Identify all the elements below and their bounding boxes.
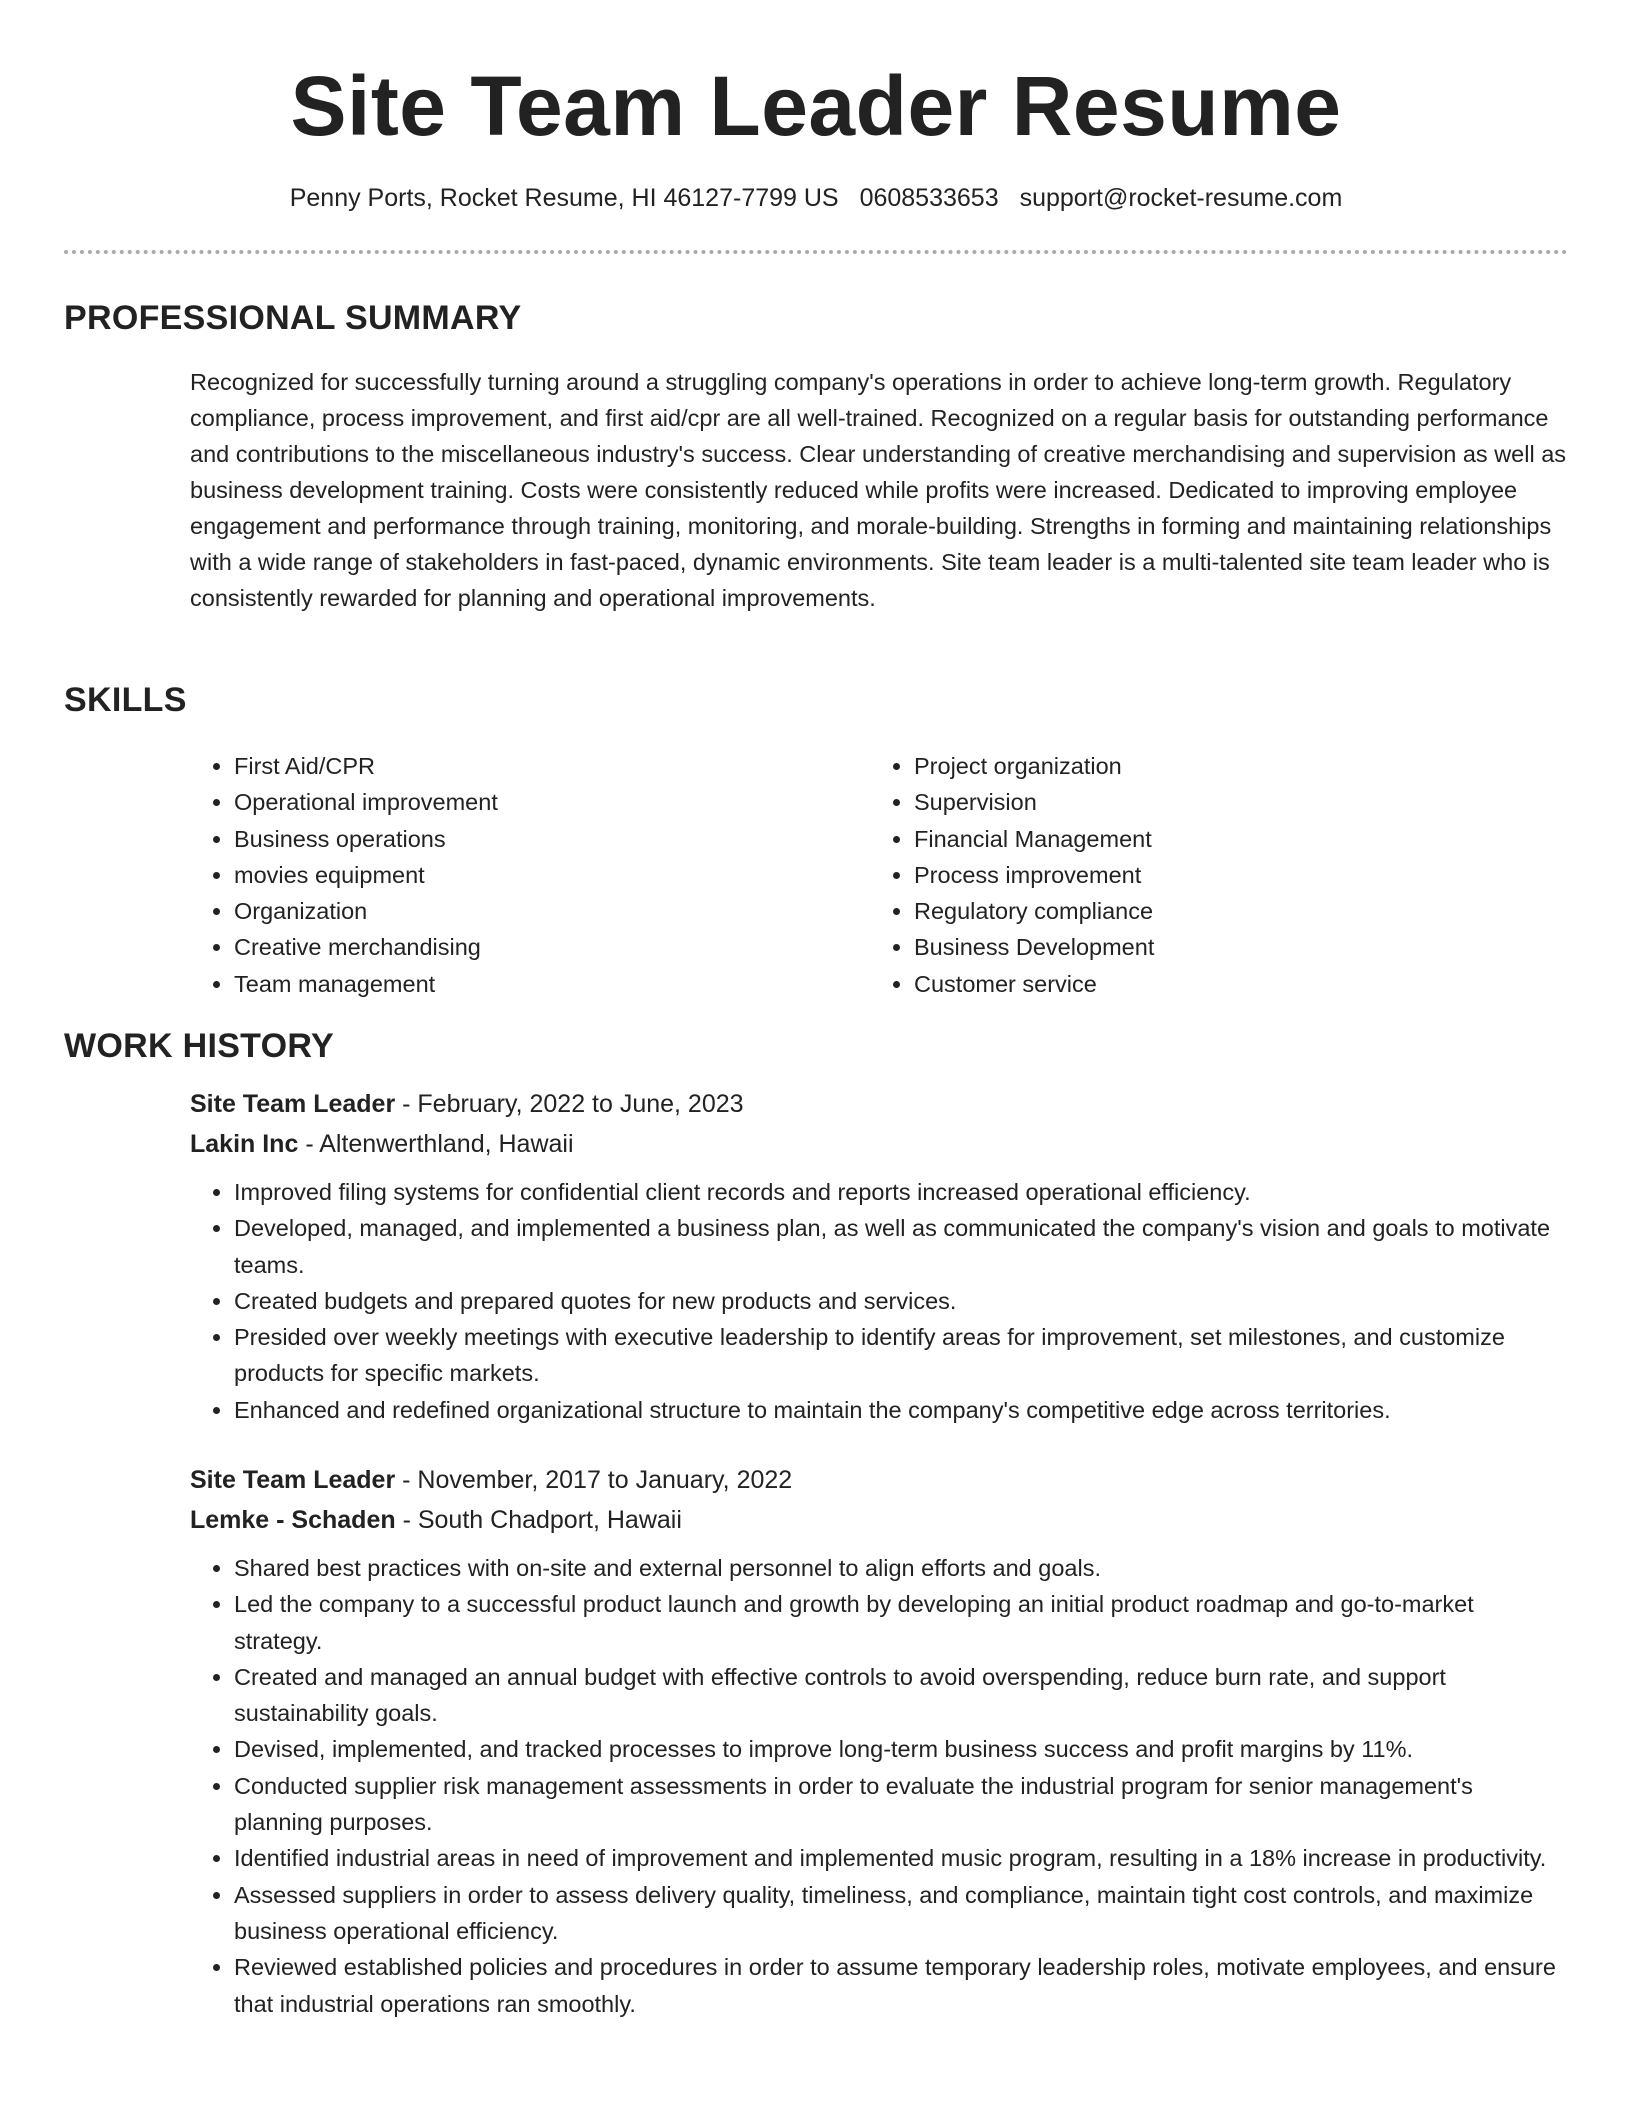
job-dates: - November, 2017 to January, 2022 (395, 1466, 793, 1494)
job-bullet: • Improved filing systems for confidential client records and reports increased operational efficiency. (234, 1174, 1568, 1210)
job-bullets (190, 1550, 1568, 2022)
skill-item: • Business Development (914, 929, 1550, 965)
job-bullet: • Developed, managed, and implemented a business plan, as well as communicated the company's vision and goals to motivate teams. (234, 1210, 1568, 1283)
skills-heading: SKILLS (64, 681, 187, 719)
skill-item: • Creative merchandising (234, 929, 870, 965)
skill-item: • First Aid/CPR (234, 748, 870, 784)
skill-item: • movies equipment (234, 857, 870, 893)
skill-item: • Project organization (914, 748, 1550, 784)
contact-email: support@rocket-resume.com (1019, 184, 1343, 212)
job-bullet: • Identified industrial areas in need of improvement and implemented music program, resulting in a 18% increase in productivity. (234, 1840, 1568, 1876)
skills-column-right (870, 748, 1550, 1002)
skills-column-left (190, 748, 870, 1002)
job-bullet: • Led the company to a successful product launch and growth by developing an initial product roadmap and go-to-market strategy. (234, 1586, 1568, 1659)
job-entry (190, 1084, 1568, 1428)
job-company: Lakin Inc (190, 1130, 299, 1158)
header-divider (64, 250, 1568, 254)
job-bullet: • Devised, implemented, and tracked processes to improve long-term business success and profit margins by 11%. (234, 1731, 1568, 1767)
job-bullet: • Enhanced and redefined organizational structure to maintain the company's competitive edge across territories. (234, 1392, 1568, 1428)
contact-line (64, 180, 1568, 216)
job-title: Site Team Leader (190, 1466, 396, 1494)
skill-item: • Operational improvement (234, 784, 870, 820)
job-entry (190, 1460, 1568, 2022)
job-bullet: • Conducted supplier risk management assessments in order to evaluate the industrial program for senior management's planning purposes. (234, 1768, 1568, 1841)
job-bullet: • Presided over weekly meetings with executive leadership to identify areas for improvement, set milestones, and customize products for specific markets. (234, 1319, 1568, 1392)
job-title-line (190, 1084, 1568, 1124)
job-bullet: • Created and managed an annual budget with effective controls to avoid overspending, reduce burn rate, and support sustainability goals. (234, 1659, 1568, 1732)
job-location: - South Chadport, Hawaii (395, 1506, 682, 1534)
summary-heading: PROFESSIONAL SUMMARY (64, 299, 522, 337)
skills-list (190, 748, 1568, 1002)
skill-item: • Business operations (234, 821, 870, 857)
skill-item: • Regulatory compliance (914, 893, 1550, 929)
job-company: Lemke - Schaden (190, 1506, 396, 1534)
skill-item: • Supervision (914, 784, 1550, 820)
skill-item: • Customer service (914, 966, 1550, 1002)
summary-text: Recognized for successfully turning around a struggling company's operations in order to achieve long-term growth. Regulatory compliance, process improvement, and first aid/cpr are all well-trained. Recognized on a regular basis for outstanding performance and contributions to the miscellaneous industry's success. Clear understanding of creative merchandising and supervision as well as business development training. Costs were consistently reduced while profits were increased. Dedicated to improving employee engagement and performance through training, monitoring, and morale-building. Strengths in forming and maintaining relationships with a wide range of stakeholders in fast-paced, dynamic environments. Site team leader is a multi-talented site team leader who is consistently rewarded for planning and operational improvements. (190, 369, 1567, 611)
skill-item: • Team management (234, 966, 870, 1002)
job-bullet: • Reviewed established policies and procedures in order to assume temporary leadership roles, motivate employees, and ensure that industrial operations ran smoothly. (234, 1949, 1568, 2022)
resume-title: Site Team Leader Resume (290, 59, 1342, 153)
resume-page (64, 0, 1568, 2017)
job-dates: - February, 2022 to June, 2023 (395, 1090, 744, 1118)
job-bullet: • Shared best practices with on-site and external personnel to align efforts and goals. (234, 1550, 1568, 1586)
skill-item: • Organization (234, 893, 870, 929)
job-title-line (190, 1460, 1568, 1500)
job-location: - Altenwerthland, Hawaii (298, 1130, 574, 1158)
job-company-line (190, 1500, 1568, 1540)
work-history-heading: WORK HISTORY (64, 1027, 334, 1065)
job-bullets (190, 1174, 1568, 1428)
job-company-line (190, 1124, 1568, 1164)
skill-item: • Financial Management (914, 821, 1550, 857)
contact-address: Penny Ports, Rocket Resume, HI 46127-7799 US (289, 184, 839, 212)
skill-item: • Process improvement (914, 857, 1550, 893)
job-title: Site Team Leader (190, 1090, 396, 1118)
job-bullet: • Assessed suppliers in order to assess delivery quality, timeliness, and compliance, maintain tight cost controls, and maximize business operational efficiency. (234, 1877, 1568, 1950)
contact-phone: 0608533653 (859, 184, 999, 212)
job-bullet: • Created budgets and prepared quotes for new products and services. (234, 1283, 1568, 1319)
